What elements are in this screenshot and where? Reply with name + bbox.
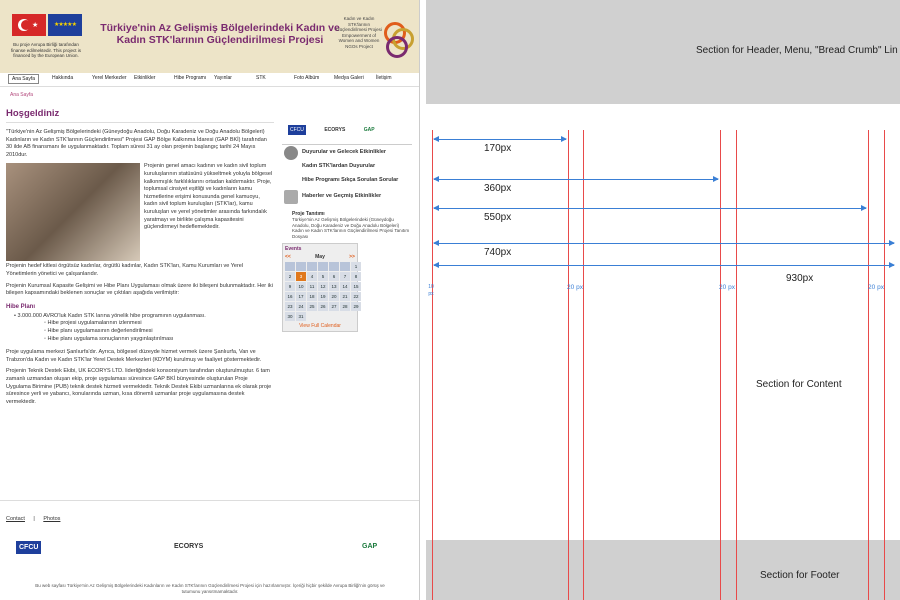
news-ngo[interactable] bbox=[302, 163, 412, 169]
grid-line bbox=[568, 130, 569, 600]
project-intro-text: Türkiye'nin Az Gelişmiş Bölgelerindeki (Güneydoğu Anadolu, Doğu Karadeniz ve Doğu Anadolu Bölgeleri) Kadın ve Kadın STK'larının Güçlendirilmesi Projesi Tanıtım Dosyası bbox=[292, 217, 410, 239]
width-arrow-360 bbox=[434, 179, 718, 180]
goal-paragraph: Projenin genel amacı kadının ve kadın sivil toplum kuruluşlarının statüsünü yükseltmek yoluyla bölgesel kalkınmışlık farklılıklarını ortadan kaldırmaktır. Proje, toplumsal cinsiyet eşitliği ve kadınların kamu hizmetlerine erişimi konusunda genel kamuoyu, kadın sivil toplum kuruluşları (STK'lar), kamu kuruluşları ve yerel yönetimler arasında farkındalık yaratmayı ve birlikte çalışma kapasitesini güçlendirmeyi hedeflemektedir. bbox=[144, 163, 273, 231]
center-paragraph: Proje uygulama merkezi Şanlıurfa'dır. Ayrıca, bölgesel düzeyde hizmet vermek üzere Şanlıurfa, Van ve Trabzon'da Kadın ve Kadın STK'lar Yerel Destek Merkezleri (KDYM) kurulmuş ve faaliyet göstermektedir. bbox=[6, 349, 262, 363]
team-paragraph: Projenin Teknik Destek Ekibi, UK ECORYS LTD. liderliğindeki konsorsiyum tarafından oluşturulmuştur. 6 tam zamanlı uzmandan oluşan ekip, proje uygulaması süresince GAP BKİ bünyesinde oluşturulan Proje Uygulama Birimine (PUB) teknik destek hizmeti vermektedir. Teknik Destek Ekibi uzmanlarına ek olarak proje süresince yerli ve yabancı, konularında uzman, kısa dönemli uzmanlar proje uygulamasına destek vermektedir. bbox=[6, 368, 272, 405]
bullet-text: Hibe projesi uygulamalarının izlenmesi bbox=[47, 320, 142, 327]
breadcrumb[interactable]: Ana Sayfa bbox=[10, 92, 34, 98]
footer-photos-link[interactable]: Photos bbox=[43, 516, 61, 522]
calendar-day[interactable]: 17 bbox=[296, 292, 306, 301]
grant-plan-heading: Hibe Planı bbox=[6, 303, 36, 310]
next-month-button[interactable]: >> bbox=[349, 254, 355, 260]
calendar-day[interactable]: 15 bbox=[351, 282, 361, 291]
main-content bbox=[6, 108, 274, 410]
calendar-day[interactable]: 6 bbox=[329, 272, 339, 281]
calendar-day[interactable]: 13 bbox=[329, 282, 339, 291]
calendar-day bbox=[318, 262, 328, 271]
news-past[interactable] bbox=[302, 193, 412, 199]
nav-item-home[interactable]: Ana Sayfa bbox=[8, 74, 39, 84]
nav-item-about[interactable]: Hakkında bbox=[52, 75, 74, 81]
calendar-grid bbox=[285, 262, 359, 321]
sub-bullet-item: ◦ Hibe projesi uygulamalarının izlenmesi bbox=[44, 320, 142, 327]
calendar-day bbox=[329, 262, 339, 271]
width-arrow-930 bbox=[434, 265, 894, 266]
gutter-label-10: 10 px bbox=[428, 284, 434, 297]
calendar-day[interactable]: 25 bbox=[307, 302, 317, 311]
audience-paragraph: Projenin hedef kitlesi örgütsüz kadınlar, örgütlü kadınlar, Kadın STK'ları, Kamu Kurumları ve Yerel Yönetimlerin yönetici ve çalışanlarıdır. bbox=[6, 263, 244, 277]
calendar-day[interactable]: 29 bbox=[351, 302, 361, 311]
calendar-day[interactable]: 3 bbox=[296, 272, 306, 281]
site-footer bbox=[0, 500, 420, 600]
width-label-550: 550px bbox=[484, 212, 512, 223]
calendar-day[interactable]: 21 bbox=[340, 292, 350, 301]
intro-paragraph: "Türkiye'nin Az Gelişmiş Bölgelerindeki (Güneydoğu Anadolu, Doğu Karadeniz ve Doğu Anadolu Bölgeleri) Kadınların ve Kadın STK'larının Güçlendirilmesi" Projesi GAP Bölge Kalkınma İdaresi (GAP BKİ) tarafından 30 ilde AB finansmanı ile uygulanmaktadır. Toplam süresi 31 ay olan projenin başlangıç tarihi 24 Mayıs 2010dur. bbox=[6, 129, 267, 158]
nav-item-media[interactable]: Medya Galeri bbox=[334, 75, 364, 81]
site-header bbox=[0, 0, 420, 73]
footer-links bbox=[6, 507, 60, 525]
calendar-month: May bbox=[315, 254, 325, 260]
calendar-day bbox=[296, 262, 306, 271]
calendar-day[interactable]: 8 bbox=[351, 272, 361, 281]
cfcu-logo[interactable]: CFCU bbox=[290, 127, 304, 133]
project-intro-title[interactable]: Proje Tanıtımı bbox=[292, 211, 325, 217]
calendar-nav bbox=[285, 254, 355, 260]
speaker-icon bbox=[284, 146, 298, 160]
sidebar bbox=[282, 108, 412, 332]
gap-logo[interactable]: GAP bbox=[363, 127, 375, 133]
newspaper-icon bbox=[284, 190, 298, 204]
gutter-label-20: 20 px bbox=[719, 284, 735, 291]
calendar-day[interactable]: 11 bbox=[307, 282, 317, 291]
nav-item-ngo[interactable]: STK bbox=[256, 75, 266, 81]
sub-bullet-item: ◦ Hibe planı uygulamasının değerlendirilmesi bbox=[44, 327, 153, 334]
grid-line bbox=[432, 130, 433, 600]
page-title: Hoşgeldiniz bbox=[6, 108, 274, 123]
calendar-day[interactable]: 12 bbox=[318, 282, 328, 291]
news-label: Hibe Programı Sıkça Sorulan Sorular bbox=[302, 177, 399, 183]
width-arrow-740 bbox=[434, 243, 894, 244]
content-section-label: Section for Content bbox=[756, 379, 842, 390]
width-arrow-550 bbox=[434, 208, 866, 209]
calendar-day bbox=[285, 262, 295, 271]
grid-diagram bbox=[426, 0, 900, 600]
header-section-label: Section for Header, Menu, "Bread Crumb" Lin bbox=[696, 45, 898, 56]
calendar-day[interactable]: 1 bbox=[351, 262, 361, 271]
grid-line bbox=[720, 130, 721, 600]
calendar-day[interactable]: 27 bbox=[329, 302, 339, 311]
news-announcements[interactable] bbox=[302, 149, 412, 155]
events-calendar bbox=[282, 243, 358, 332]
footer-gap-logo: GAP bbox=[362, 543, 378, 550]
website-mockup bbox=[0, 0, 420, 600]
width-label-930: 930px bbox=[786, 273, 814, 284]
nav-item-photo-album[interactable]: Foto Albüm bbox=[294, 75, 320, 81]
eu-flag-icon: ★★★★★ bbox=[48, 14, 82, 36]
calendar-day[interactable]: 2 bbox=[285, 272, 295, 281]
width-label-360: 360px bbox=[484, 183, 512, 194]
nav-item-publications[interactable]: Yayınlar bbox=[214, 75, 232, 81]
calendar-day[interactable]: 4 bbox=[307, 272, 317, 281]
grid-line bbox=[868, 130, 869, 600]
sub-bullet-item: ◦ Hibe planı uygulama sonuçlarının yaygınlaştırılması bbox=[44, 335, 174, 342]
view-calendar-link[interactable]: View Full Calendar bbox=[299, 323, 341, 329]
bullet-item: • 3.000.000 AVRO'luk Kadın STK larına yönelik hibe programının uygulanması. bbox=[14, 312, 206, 319]
footer-contact-link[interactable]: Contact bbox=[6, 516, 25, 522]
news-label: Duyurular ve Gelecek Etkinlikler bbox=[302, 149, 387, 155]
calendar-day bbox=[340, 262, 350, 271]
footer-ecorys-logo: ECORYS bbox=[174, 543, 204, 550]
footer-sep: | bbox=[33, 516, 35, 522]
news-label: Haberler ve Geçmiş Etkinlikler bbox=[302, 193, 382, 199]
project-logo-ring bbox=[386, 36, 408, 58]
calendar-day[interactable]: 28 bbox=[340, 302, 350, 311]
grid-line bbox=[583, 130, 584, 600]
nav-item-centers[interactable]: Yerel Merkezler bbox=[92, 75, 127, 81]
calendar-day[interactable]: 24 bbox=[296, 302, 306, 311]
news-label: Kadın STK'lardan Duyurular bbox=[302, 163, 376, 169]
gutter-label-20: 20 px bbox=[868, 284, 884, 291]
gutter-label-20: 20 px bbox=[567, 284, 583, 291]
nav-item-events[interactable]: Etkinlikler bbox=[134, 75, 156, 81]
turkey-flag-icon: ★ bbox=[12, 14, 46, 36]
calendar-day[interactable]: 16 bbox=[285, 292, 295, 301]
bullet-text: Hibe planı uygulamasının değerlendirilmesi bbox=[47, 327, 153, 334]
width-label-170: 170px bbox=[484, 143, 512, 154]
events-heading: Events bbox=[285, 246, 302, 252]
calendar-day[interactable]: 9 bbox=[285, 282, 295, 291]
calendar-day[interactable]: 23 bbox=[285, 302, 295, 311]
bullet-text: 3.000.000 AVRO'luk Kadın STK larına yönelik hibe programının uygulanması. bbox=[17, 312, 206, 319]
main-nav bbox=[0, 73, 420, 87]
speaker-photo bbox=[6, 163, 140, 261]
site-title: Türkiye'nin Az Gelişmiş Bölgelerindeki Kadın ve Kadın STK'larının Güçlendirilmesi Projesi bbox=[100, 22, 340, 46]
width-label-740: 740px bbox=[484, 247, 512, 258]
calendar-day[interactable]: 10 bbox=[296, 282, 306, 291]
nav-item-grants[interactable]: Hibe Programı bbox=[174, 75, 207, 81]
bullet-text: Hibe planı uygulama sonuçlarının yaygınlaştırılması bbox=[47, 335, 174, 342]
calendar-day[interactable]: 30 bbox=[285, 312, 295, 321]
calendar-day[interactable]: 31 bbox=[296, 312, 306, 321]
calendar-day[interactable]: 26 bbox=[318, 302, 328, 311]
components-paragraph: Projenin Kurumsal Kapasite Gelişimi ve Hibe Planı Uygulaması olmak üzere iki bileşeni bulunmaktadır. Her iki bileşen kapsamındaki beklenen sonuçlar ve çıktıları aşağıda verilmiştir: bbox=[6, 282, 273, 297]
calendar-day bbox=[307, 262, 317, 271]
calendar-day[interactable]: 14 bbox=[340, 282, 350, 291]
footer-cfcu-logo: CFCU bbox=[16, 541, 41, 554]
calendar-day[interactable]: 18 bbox=[307, 292, 317, 301]
grid-line bbox=[736, 130, 737, 600]
grid-line bbox=[884, 130, 885, 600]
project-note: Kadın ve Kadın STK'larının Güçlendirilmesi Projesi Empowerment of Women and Women NGOs Project bbox=[336, 16, 382, 49]
eu-funding-note: Bu proje Avrupa Birliği tarafından finanse edilmektedir. This project is financed by the European Union. bbox=[11, 42, 81, 58]
calendar-day[interactable]: 7 bbox=[340, 272, 350, 281]
prev-month-button[interactable]: << bbox=[285, 254, 291, 260]
partner-logos bbox=[282, 108, 412, 145]
calendar-day[interactable]: 20 bbox=[329, 292, 339, 301]
calendar-day[interactable]: 19 bbox=[318, 292, 328, 301]
news-faq[interactable] bbox=[302, 177, 412, 183]
footer-section-label: Section for Footer bbox=[760, 570, 840, 581]
width-arrow-170 bbox=[434, 139, 566, 140]
calendar-day[interactable]: 5 bbox=[318, 272, 328, 281]
ecorys-logo[interactable]: ECORYS bbox=[324, 127, 346, 133]
calendar-day[interactable]: 22 bbox=[351, 292, 361, 301]
footer-disclaimer: Bu web sayfası Türkiye'nin Az Gelişmiş Bölgelerindeki Kadınların ve Kadın STK'larının Güçlendirilmesi Projesi için hazırlanmıştır. İçeriği hiçbir şekilde Avrupa Birliği'nin görüş ve tutumunu yansıtmamaktadır. bbox=[35, 583, 385, 594]
nav-item-contact[interactable]: İletişim bbox=[376, 75, 392, 81]
